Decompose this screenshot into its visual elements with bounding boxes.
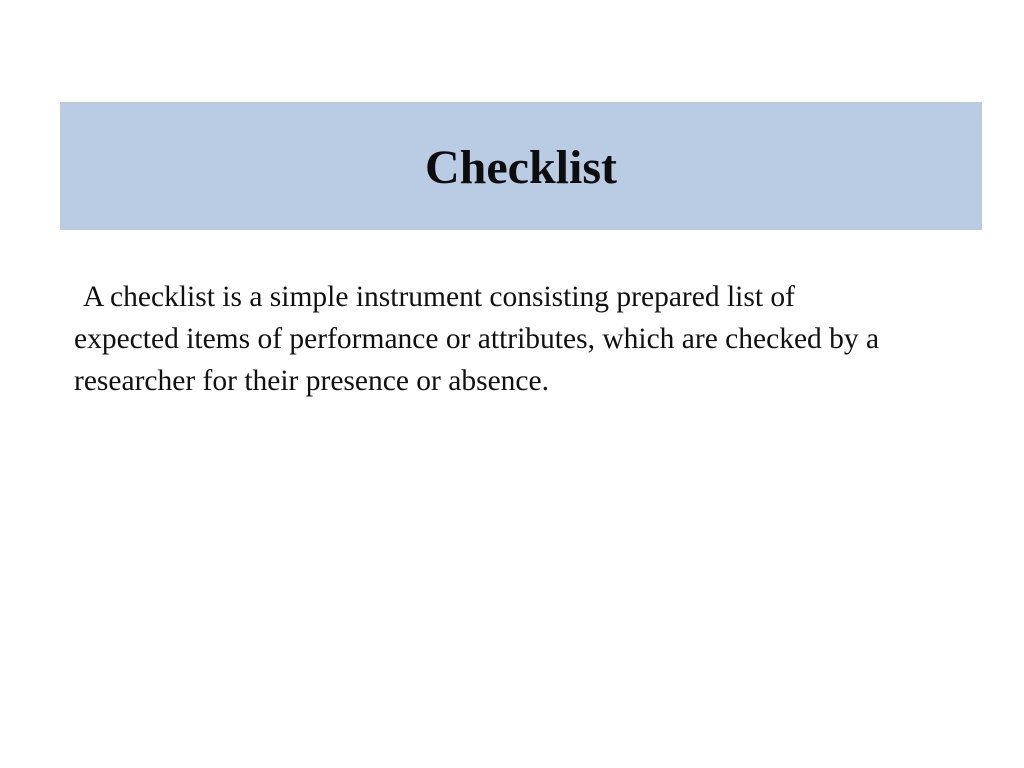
slide-body-text: [74, 276, 1014, 402]
body-line-1: A checklist is a simple instrument consisting prepared list of: [83, 281, 795, 313]
slide-title: Checklist: [425, 141, 617, 194]
body-line-3: researcher for their presence or absence.: [74, 365, 549, 397]
title-band: [60, 102, 982, 230]
body-line-2: expected items of performance or attributes, which are checked by a: [74, 323, 880, 355]
